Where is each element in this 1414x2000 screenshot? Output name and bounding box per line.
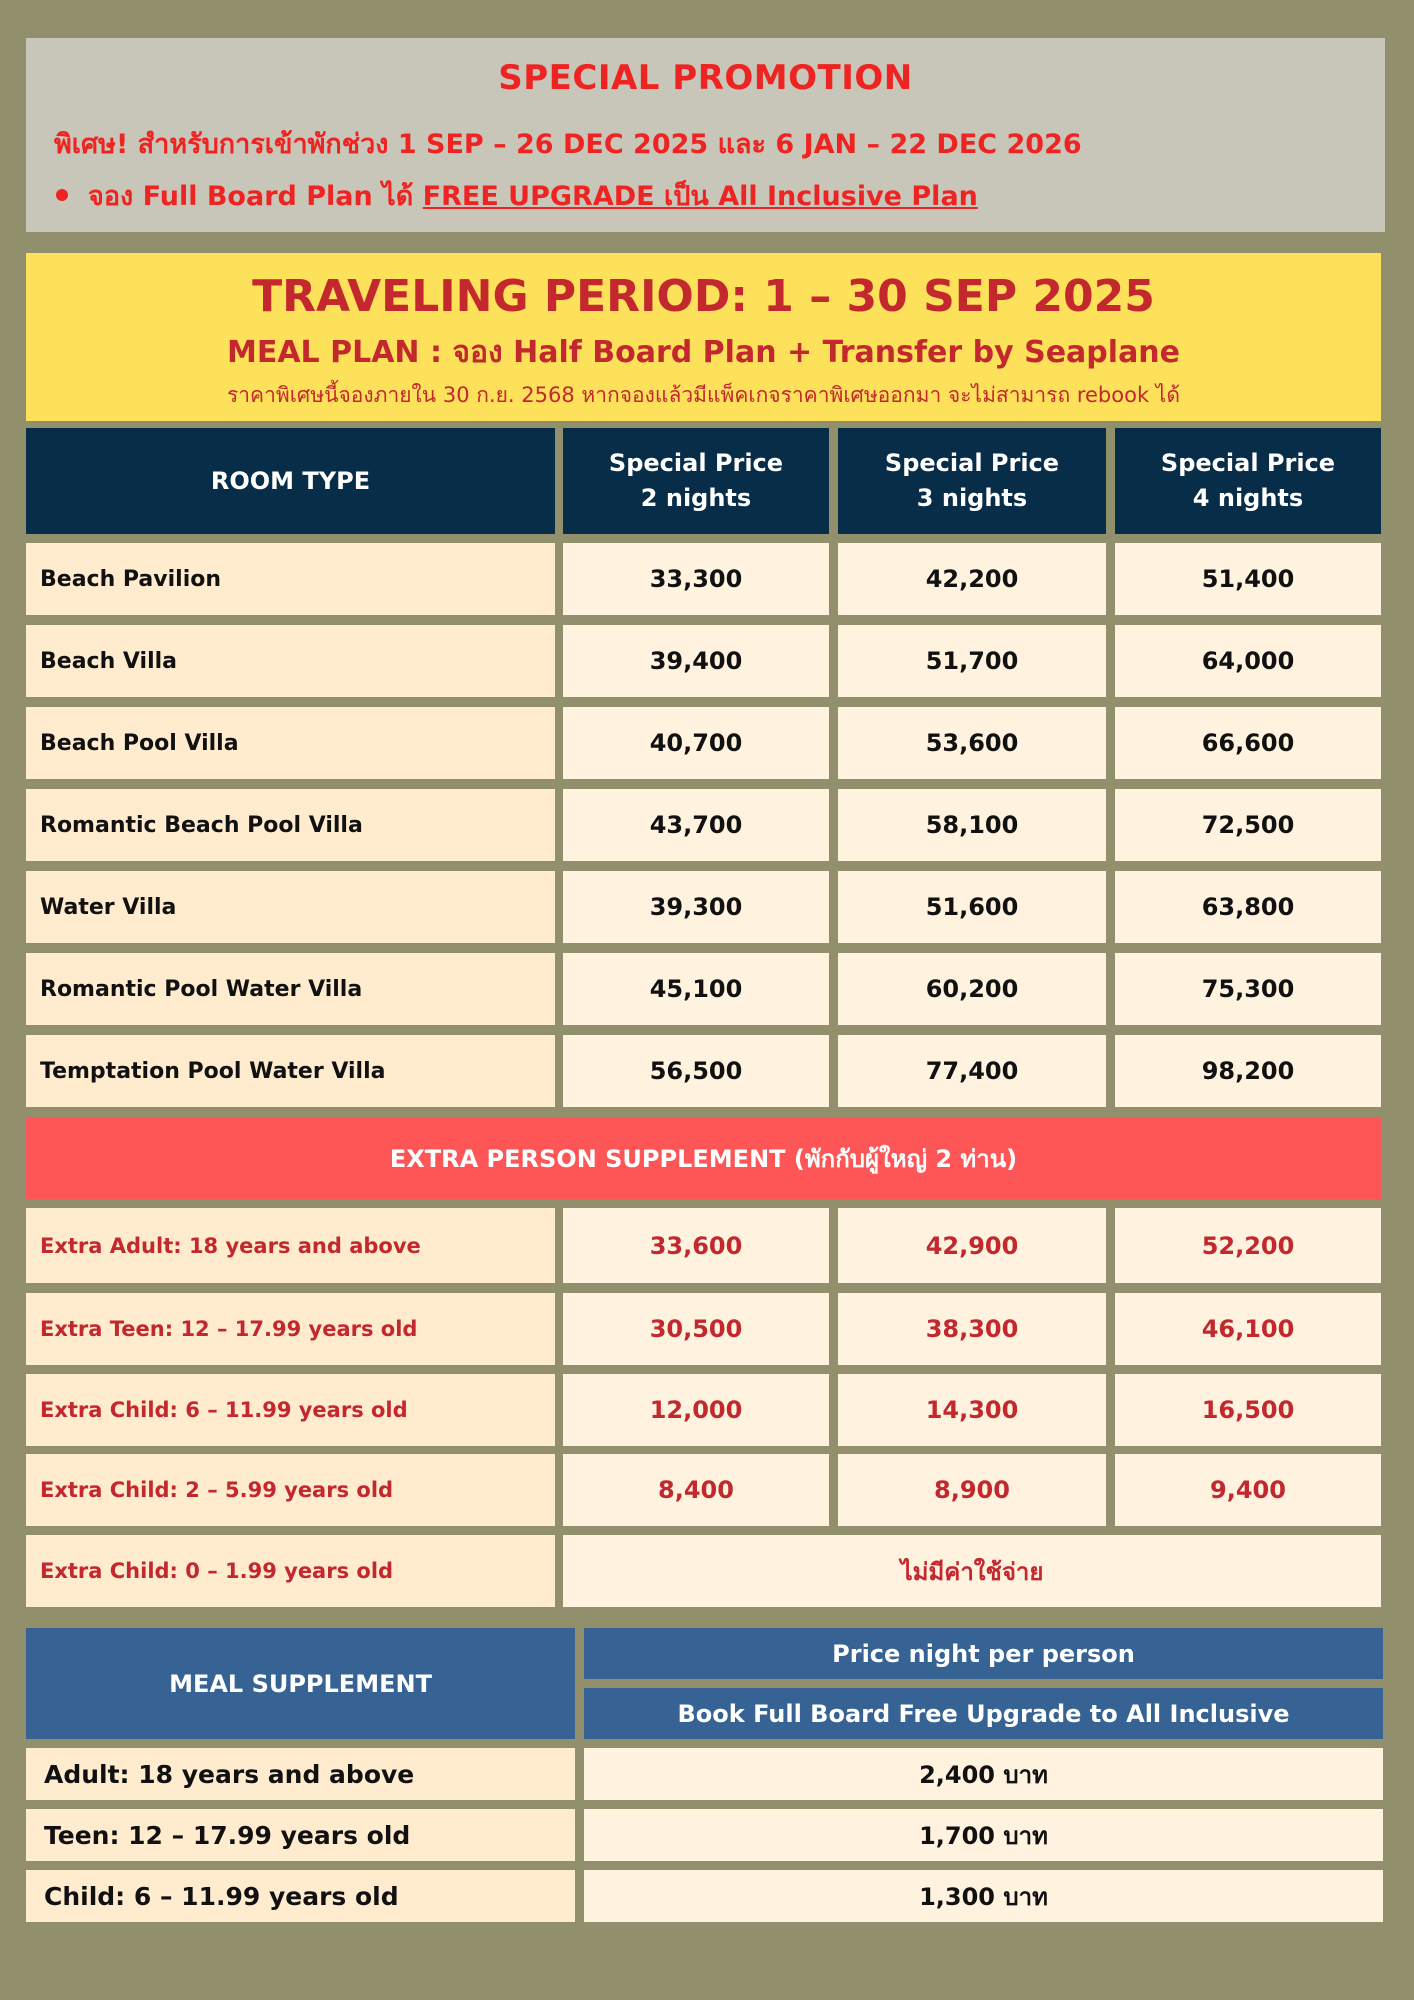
free-of-charge-value: ไม่มีค่าใช้จ่าย [563, 1535, 1381, 1607]
extra-person-price: 14,300 [838, 1374, 1106, 1446]
room-price: 98,200 [1115, 1035, 1381, 1107]
room-name: Beach Villa [26, 625, 555, 697]
extra-person-price: 46,100 [1115, 1293, 1381, 1365]
promotion-bullet [56, 174, 1366, 217]
extra-person-price: 16,500 [1115, 1374, 1381, 1446]
header-label: Special Price [1160, 449, 1336, 478]
price-4-nights-header [1115, 428, 1381, 534]
extra-person-label: Extra Child: 6 – 11.99 years old [26, 1374, 555, 1446]
room-price: 43,700 [563, 789, 829, 861]
extra-person-price: 52,200 [1115, 1208, 1381, 1283]
extra-person-price: 8,900 [838, 1454, 1106, 1526]
booking-note: ราคาพิเศษนี้จองภายใน 30 ก.ย. 2568 หากจองแล้วมีแพ็คเกจราคาพิเศษออกมา จะไม่สามารถ rebook ได้ [226, 383, 1180, 407]
promotion-title: SPECIAL PROMOTION [498, 58, 913, 98]
meal-guest-label: Teen: 12 – 17.99 years old [26, 1809, 575, 1861]
header-label: Special Price [608, 449, 784, 478]
meal-plan-text: MEAL PLAN : จอง Half Board Plan + Transfer by Seaplane [226, 335, 1181, 370]
price-3-nights-header [838, 428, 1106, 534]
room-name: Beach Pool Villa [26, 707, 555, 779]
price-per-person-header: Price night per person [584, 1628, 1383, 1679]
meal-guest-label: Adult: 18 years and above [26, 1748, 575, 1800]
promotion-period-text: พิเศษ! สำหรับการเข้าพักช่วง 1 SEP – 26 DEC 2025 และ 6 JAN – 22 DEC 2026 [54, 129, 1082, 160]
room-price: 51,400 [1115, 543, 1381, 615]
room-name: Romantic Beach Pool Villa [26, 789, 555, 861]
extra-person-label: Extra Child: 2 – 5.99 years old [26, 1454, 555, 1526]
extra-person-price: 12,000 [563, 1374, 829, 1446]
extra-person-supplement-header: EXTRA PERSON SUPPLEMENT (พักกับผู้ใหญ่ 2 ท่าน) [26, 1117, 1381, 1199]
full-board-upgrade-header: Book Full Board Free Upgrade to All Inclusive [584, 1688, 1383, 1739]
room-price: 39,300 [563, 871, 829, 943]
extra-person-label: Extra Adult: 18 years and above [26, 1208, 555, 1283]
header-nights: 2 nights [640, 484, 752, 512]
extra-person-label: Extra Child: 0 – 1.99 years old [26, 1535, 555, 1607]
room-price: 40,700 [563, 707, 829, 779]
meal-guest-label: Child: 6 – 11.99 years old [26, 1870, 575, 1922]
extra-person-price: 30,500 [563, 1293, 829, 1365]
room-price: 66,600 [1115, 707, 1381, 779]
price-2-nights-header [563, 428, 829, 534]
room-name: Romantic Pool Water Villa [26, 953, 555, 1025]
extra-person-price: 42,900 [838, 1208, 1106, 1283]
traveling-period-title: TRAVELING PERIOD: 1 – 30 SEP 2025 [252, 271, 1155, 322]
room-type-header: ROOM TYPE [26, 428, 555, 534]
room-price: 64,000 [1115, 625, 1381, 697]
header-nights: 4 nights [1192, 484, 1304, 512]
room-price: 56,500 [563, 1035, 829, 1107]
extra-person-label: Extra Teen: 12 – 17.99 years old [26, 1293, 555, 1365]
room-price: 51,600 [838, 871, 1106, 943]
room-price: 77,400 [838, 1035, 1106, 1107]
room-price: 58,100 [838, 789, 1106, 861]
bullet-dot-icon [56, 189, 68, 201]
meal-supplement-header: MEAL SUPPLEMENT [26, 1628, 575, 1739]
extra-person-price: 8,400 [563, 1454, 829, 1526]
room-price: 33,300 [563, 543, 829, 615]
header-label: Special Price [884, 449, 1060, 478]
room-price: 53,600 [838, 707, 1106, 779]
room-name: Water Villa [26, 871, 555, 943]
extra-person-price: 38,300 [838, 1293, 1106, 1365]
room-price: 63,800 [1115, 871, 1381, 943]
room-price: 51,700 [838, 625, 1106, 697]
promotion-bullet-highlight: FREE UPGRADE เป็น All Inclusive Plan [422, 181, 978, 212]
extra-person-price: 9,400 [1115, 1454, 1381, 1526]
header-nights: 3 nights [916, 484, 1028, 512]
room-price: 45,100 [563, 953, 829, 1025]
room-price: 72,500 [1115, 789, 1381, 861]
room-name: Beach Pavilion [26, 543, 555, 615]
extra-person-price: 33,600 [563, 1208, 829, 1283]
room-price: 39,400 [563, 625, 829, 697]
room-price: 42,200 [838, 543, 1106, 615]
meal-price: 2,400 บาท [584, 1748, 1383, 1800]
meal-price: 1,300 บาท [584, 1870, 1383, 1922]
promotion-bullet-prefix: จอง Full Board Plan ได้ [88, 181, 423, 212]
room-name: Temptation Pool Water Villa [26, 1035, 555, 1107]
traveling-period-header [26, 253, 1381, 421]
meal-price: 1,700 บาท [584, 1809, 1383, 1861]
promotion-box [26, 38, 1385, 232]
room-price: 60,200 [838, 953, 1106, 1025]
room-price: 75,300 [1115, 953, 1381, 1025]
